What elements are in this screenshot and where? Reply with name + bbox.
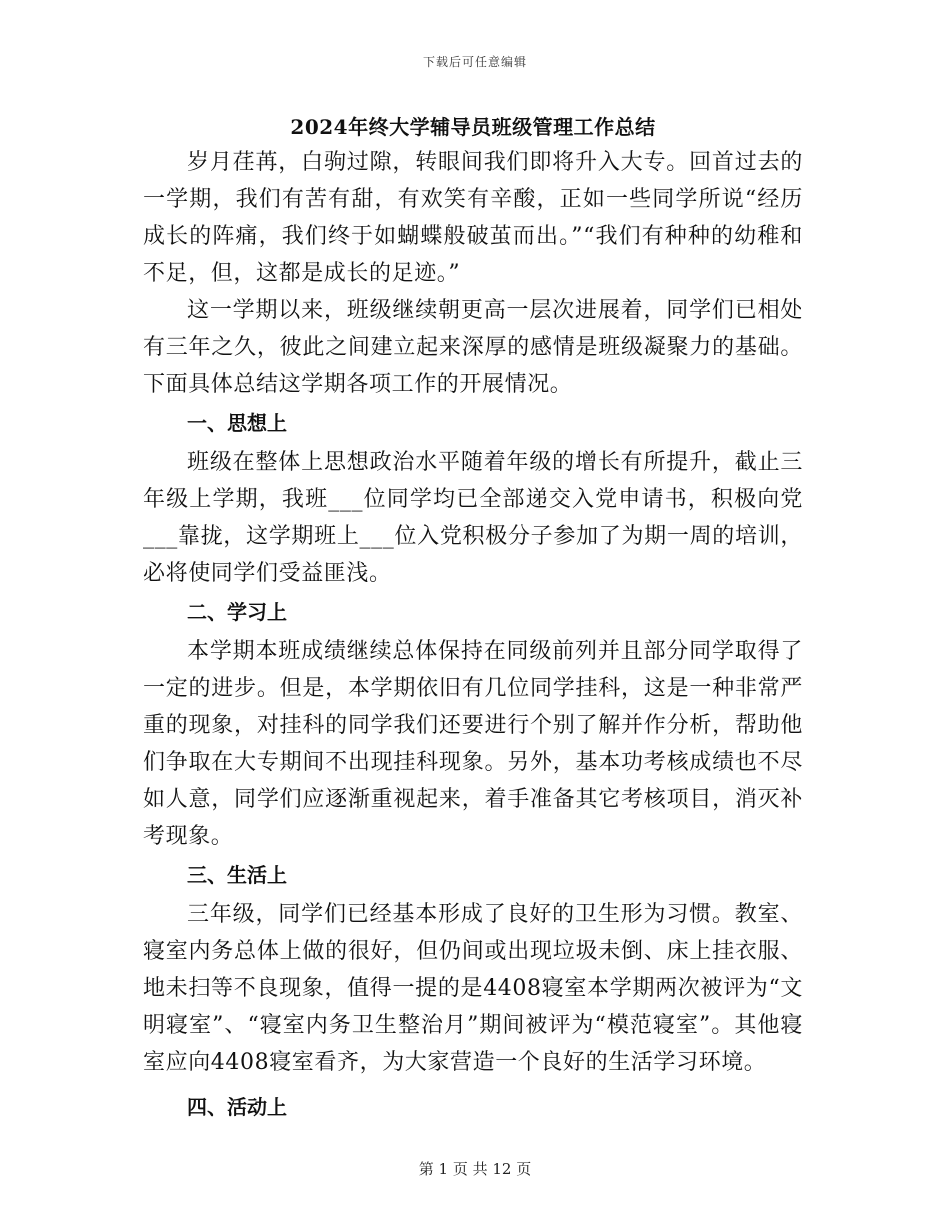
section-body-life: 三年级，同学们已经基本形成了良好的卫生形为习惯。教室、寝室内务总体上做的很好，但仍间或出现垃圾未倒、床上挂衣服、地未扫等不良现象，值得一提的是4408寝室本学期两次被评为“文明寝室”、“寝室内务卫生整治月”期间被评为“模范寝室”。其他寝室应向4408寝室看齐，为大家营造一个良好的生活学习环境。: [143, 902, 803, 1075]
section-heading-activity: 四、活动上: [187, 1095, 287, 1119]
header-note: 下载后可任意编辑: [422, 55, 527, 69]
section-body-study: 本学期本班成绩继续总体保持在同级前列并且部分同学取得了一定的进步。但是，本学期依旧有几位同学挂科，这是一种非常严重的现象，对挂科的同学我们还要进行个别了解并作分析，帮助他们争取在大专期间不出现挂科现象。另外，基本功考核成绩也不尽如人意，同学们应逐渐重视起来，着手准备其它考核项目，消灭补考现象。: [143, 639, 803, 849]
document-body: [143, 110, 803, 1128]
intro-paragraph-1: 岁月荏苒，白驹过隙，转眼间我们即将升入大专。回首过去的一学期，我们有苦有甜，有欢笑有辛酸，正如一些同学所说“经历成长的阵痛，我们终于如蝴蝶般破茧而出。”“我们有种种的幼稚和不足，但，这都是成长的足迹。”: [143, 150, 803, 286]
document-title: 2024年终大学辅导员班级管理工作总结: [290, 115, 656, 139]
page-number: 第 1 页 共 12 页: [418, 1160, 532, 1178]
section-heading-study: 二、学习上: [187, 600, 287, 624]
section-heading-thought: 一、思想上: [187, 411, 287, 435]
intro-paragraph-2: 这一学期以来，班级继续朝更高一层次进展着，同学们已相处有三年之久，彼此之间建立起来深厚的感情是班级凝聚力的基础。下面具体总结这学期各项工作的开展情况。: [143, 298, 803, 397]
section-heading-life: 三、生活上: [187, 863, 287, 887]
section-body-thought: 班级在整体上思想政治水平随着年级的增长有所提升，截止三年级上学期，我班___位同学均已全部递交入党申请书，积极向党___靠拢，这学期班上___位入党积极分子参加了为期一周的培训，必将使同学们受益匪浅。: [143, 450, 803, 586]
